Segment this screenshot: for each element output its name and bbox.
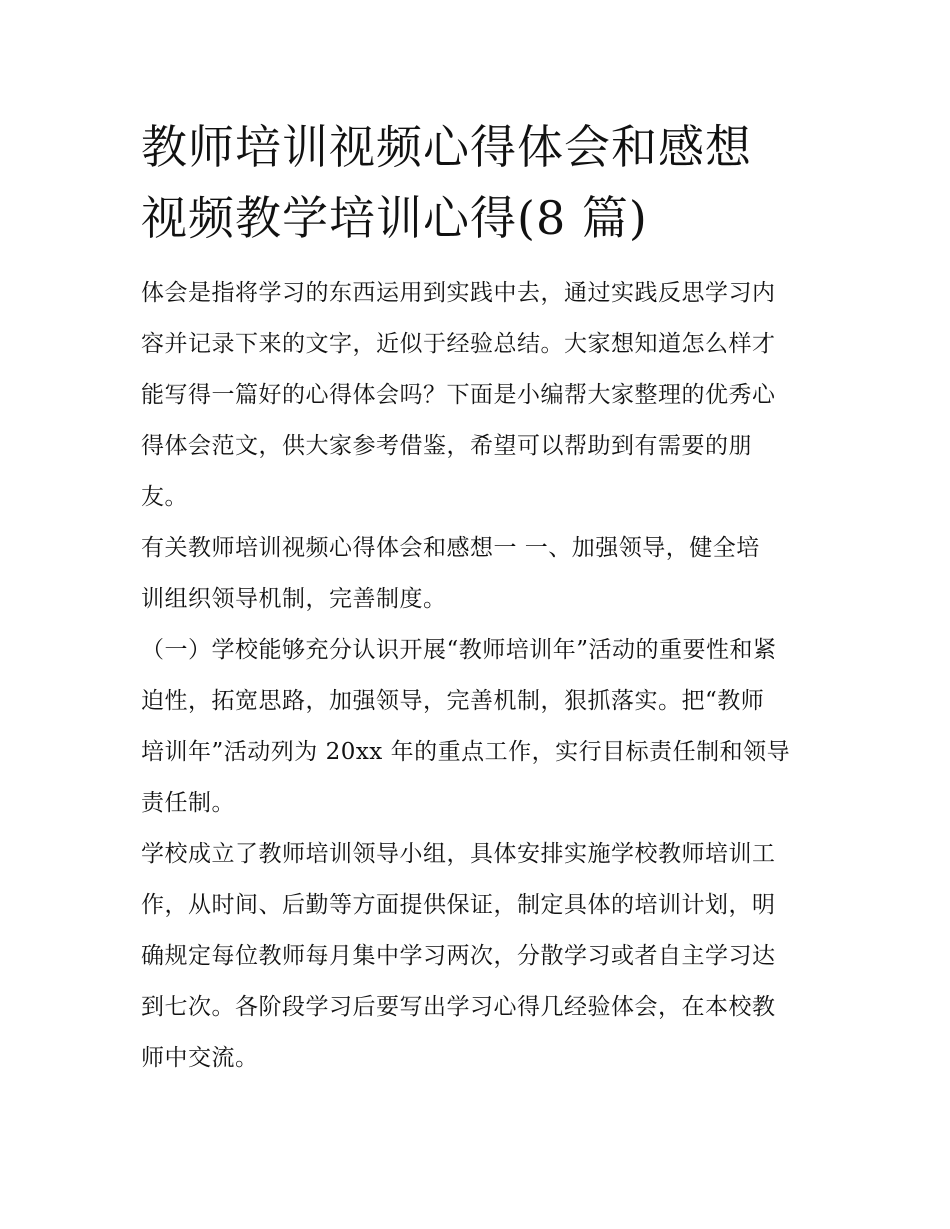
- title-line: 教师培训视频心得体会和感想: [141, 120, 752, 174]
- intro-paragraph: [141, 268, 813, 523]
- text-line: 友。: [141, 484, 188, 510]
- text-line: 迫性，拓宽思路，加强领导，完善机制，狠抓落实。把“教师: [141, 688, 765, 714]
- text-line: 培训年”活动列为 20xx 年的重点工作，实行目标责任制和领导: [141, 739, 791, 765]
- title-line: 视频教学培训心得(8 篇): [141, 191, 648, 245]
- section-heading-paragraph: [141, 523, 813, 625]
- text-line: 学校成立了教师培训领导小组，具体安排实施学校教师培训工: [141, 841, 776, 867]
- text-line: 得体会范文，供大家参考借鉴，希望可以帮助到有需要的朋: [141, 433, 752, 459]
- text-line: 能写得一篇好的心得体会吗？下面是小编帮大家整理的优秀心: [141, 382, 776, 408]
- text-line: 作，从时间、后勤等方面提供保证，制定具体的培训计划，明: [141, 892, 776, 918]
- text-line: （一）学校能够充分认识开展“教师培训年”活动的重要性和紧: [141, 637, 777, 663]
- text-line: 体会是指将学习的东西运用到实践中去，通过实践反思学习内: [141, 280, 776, 306]
- text-line: 训组织领导机制，完善制度。: [141, 586, 447, 612]
- text-line: 确规定每位教师每月集中学习两次，分散学习或者自主学习达: [141, 943, 776, 969]
- document-title: [141, 112, 813, 254]
- body-paragraph: [141, 625, 813, 829]
- body-paragraph: [141, 829, 813, 1084]
- text-line: 容并记录下来的文字，近似于经验总结。大家想知道怎么样才: [141, 331, 776, 357]
- text-line: 责任制。: [141, 790, 235, 816]
- text-line: 有关教师培训视频心得体会和感想一 一、加强领导，健全培: [141, 535, 760, 561]
- document-body: [141, 112, 813, 1084]
- text-line: 师中交流。: [141, 1045, 259, 1071]
- text-line: 到七次。各阶段学习后要写出学习心得几经验体会，在本校教: [141, 994, 776, 1020]
